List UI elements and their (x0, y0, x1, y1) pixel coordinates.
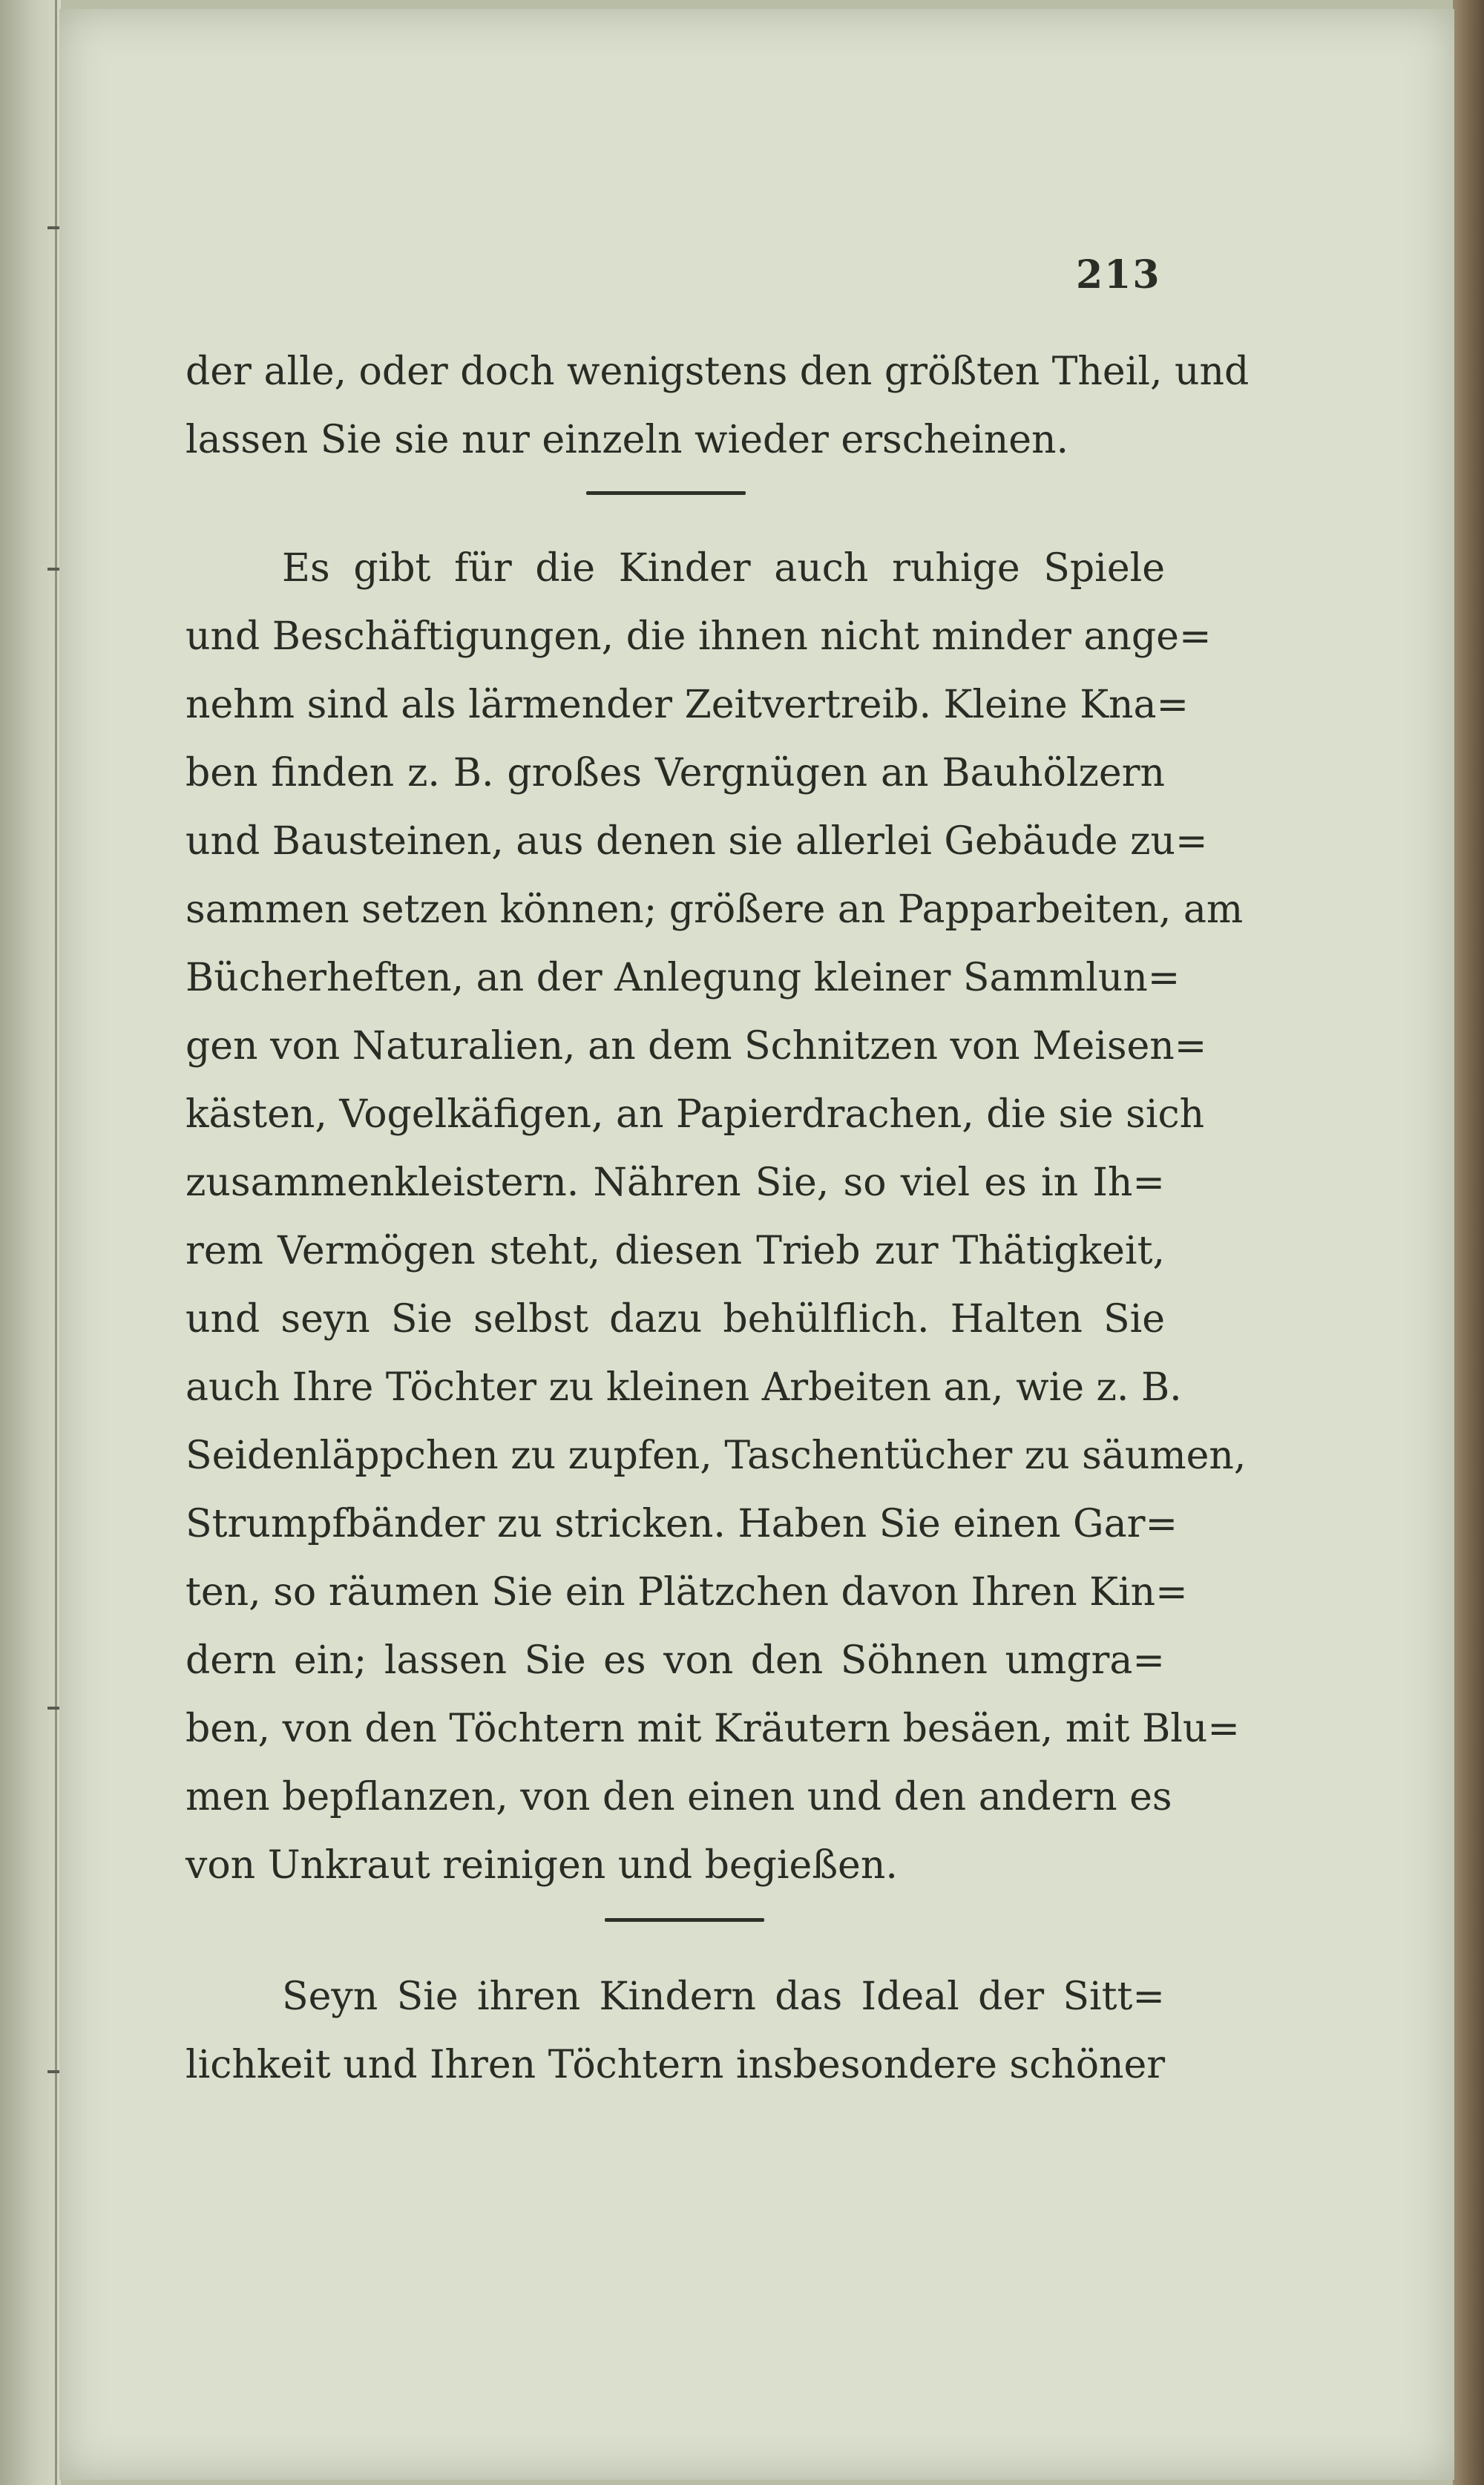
text-line: men bepflanzen, von den einen und den andern es (186, 1775, 1172, 1819)
text-line: nehm sind als lärmender Zeitvertreib. Kleine Kna= (186, 683, 1189, 727)
text-line: gen von Naturalien, an dem Schnitzen von Meisen= (186, 1024, 1207, 1068)
text-line: Es gibt für die Kinder auch ruhige Spiele (282, 546, 1165, 591)
text-line: ben, von den Töchtern mit Kräutern besäen, mit Blu= (186, 1707, 1240, 1751)
text-line: auch Ihre Töchter zu kleinen Arbeiten an, wie z. B. (186, 1365, 1182, 1410)
text-line: lassen Sie sie nur einzeln wieder erscheinen. (186, 418, 1069, 462)
page-edge (1453, 0, 1484, 2485)
text-line: lichkeit und Ihren Töchtern insbesondere schöner (186, 2043, 1166, 2087)
text-line: der alle, oder doch wenigstens den größten Theil, und (186, 349, 1250, 394)
text-line: Strumpfbänder zu stricken. Haben Sie einen Gar= (186, 1502, 1178, 1546)
paragraph-3 (186, 1963, 1165, 2099)
section-divider (605, 1918, 764, 1922)
paragraph-2 (186, 534, 1247, 1900)
paragraph-1 (186, 338, 1250, 474)
text-line: ten, so räumen Sie ein Plätzchen davon Ihren Kin= (186, 1570, 1188, 1615)
text-line: und Beschäftigungen, die ihnen nicht minder ange= (186, 614, 1212, 659)
page-number: 213 (1076, 252, 1161, 298)
text-line: kästen, Vogelkäfigen, an Papierdrachen, die sie sich (186, 1092, 1205, 1137)
text-line: von Unkraut reinigen und begießen. (186, 1843, 898, 1888)
text-line: ben finden z. B. großes Vergnügen an Bauhölzern (186, 751, 1165, 795)
section-divider (586, 491, 746, 495)
text-line: dern ein; lassen Sie es von den Söhnen umgra= (186, 1638, 1165, 1683)
text-line: und Bausteinen, aus denen sie allerlei Gebäude zu= (186, 819, 1208, 864)
left-gutter (0, 0, 61, 2485)
text-line: und seyn Sie selbst dazu behülflich. Halten Sie (186, 1297, 1165, 1342)
text-line: sammen setzen können; größere an Papparbeiten, am (186, 887, 1244, 932)
text-line: Bücherheften, an der Anlegung kleiner Sammlun= (186, 956, 1181, 1000)
gutter-line (55, 0, 57, 2485)
text-line: Seyn Sie ihren Kindern das Ideal der Sitt= (282, 1974, 1165, 2019)
text-line: Seidenläppchen zu zupfen, Taschentücher zu säumen, (186, 1434, 1247, 1478)
text-line: rem Vermögen steht, diesen Trieb zur Thätigkeit, (186, 1229, 1165, 1273)
text-line: zusammenkleistern. Nähren Sie, so viel es in Ih= (186, 1161, 1165, 1205)
